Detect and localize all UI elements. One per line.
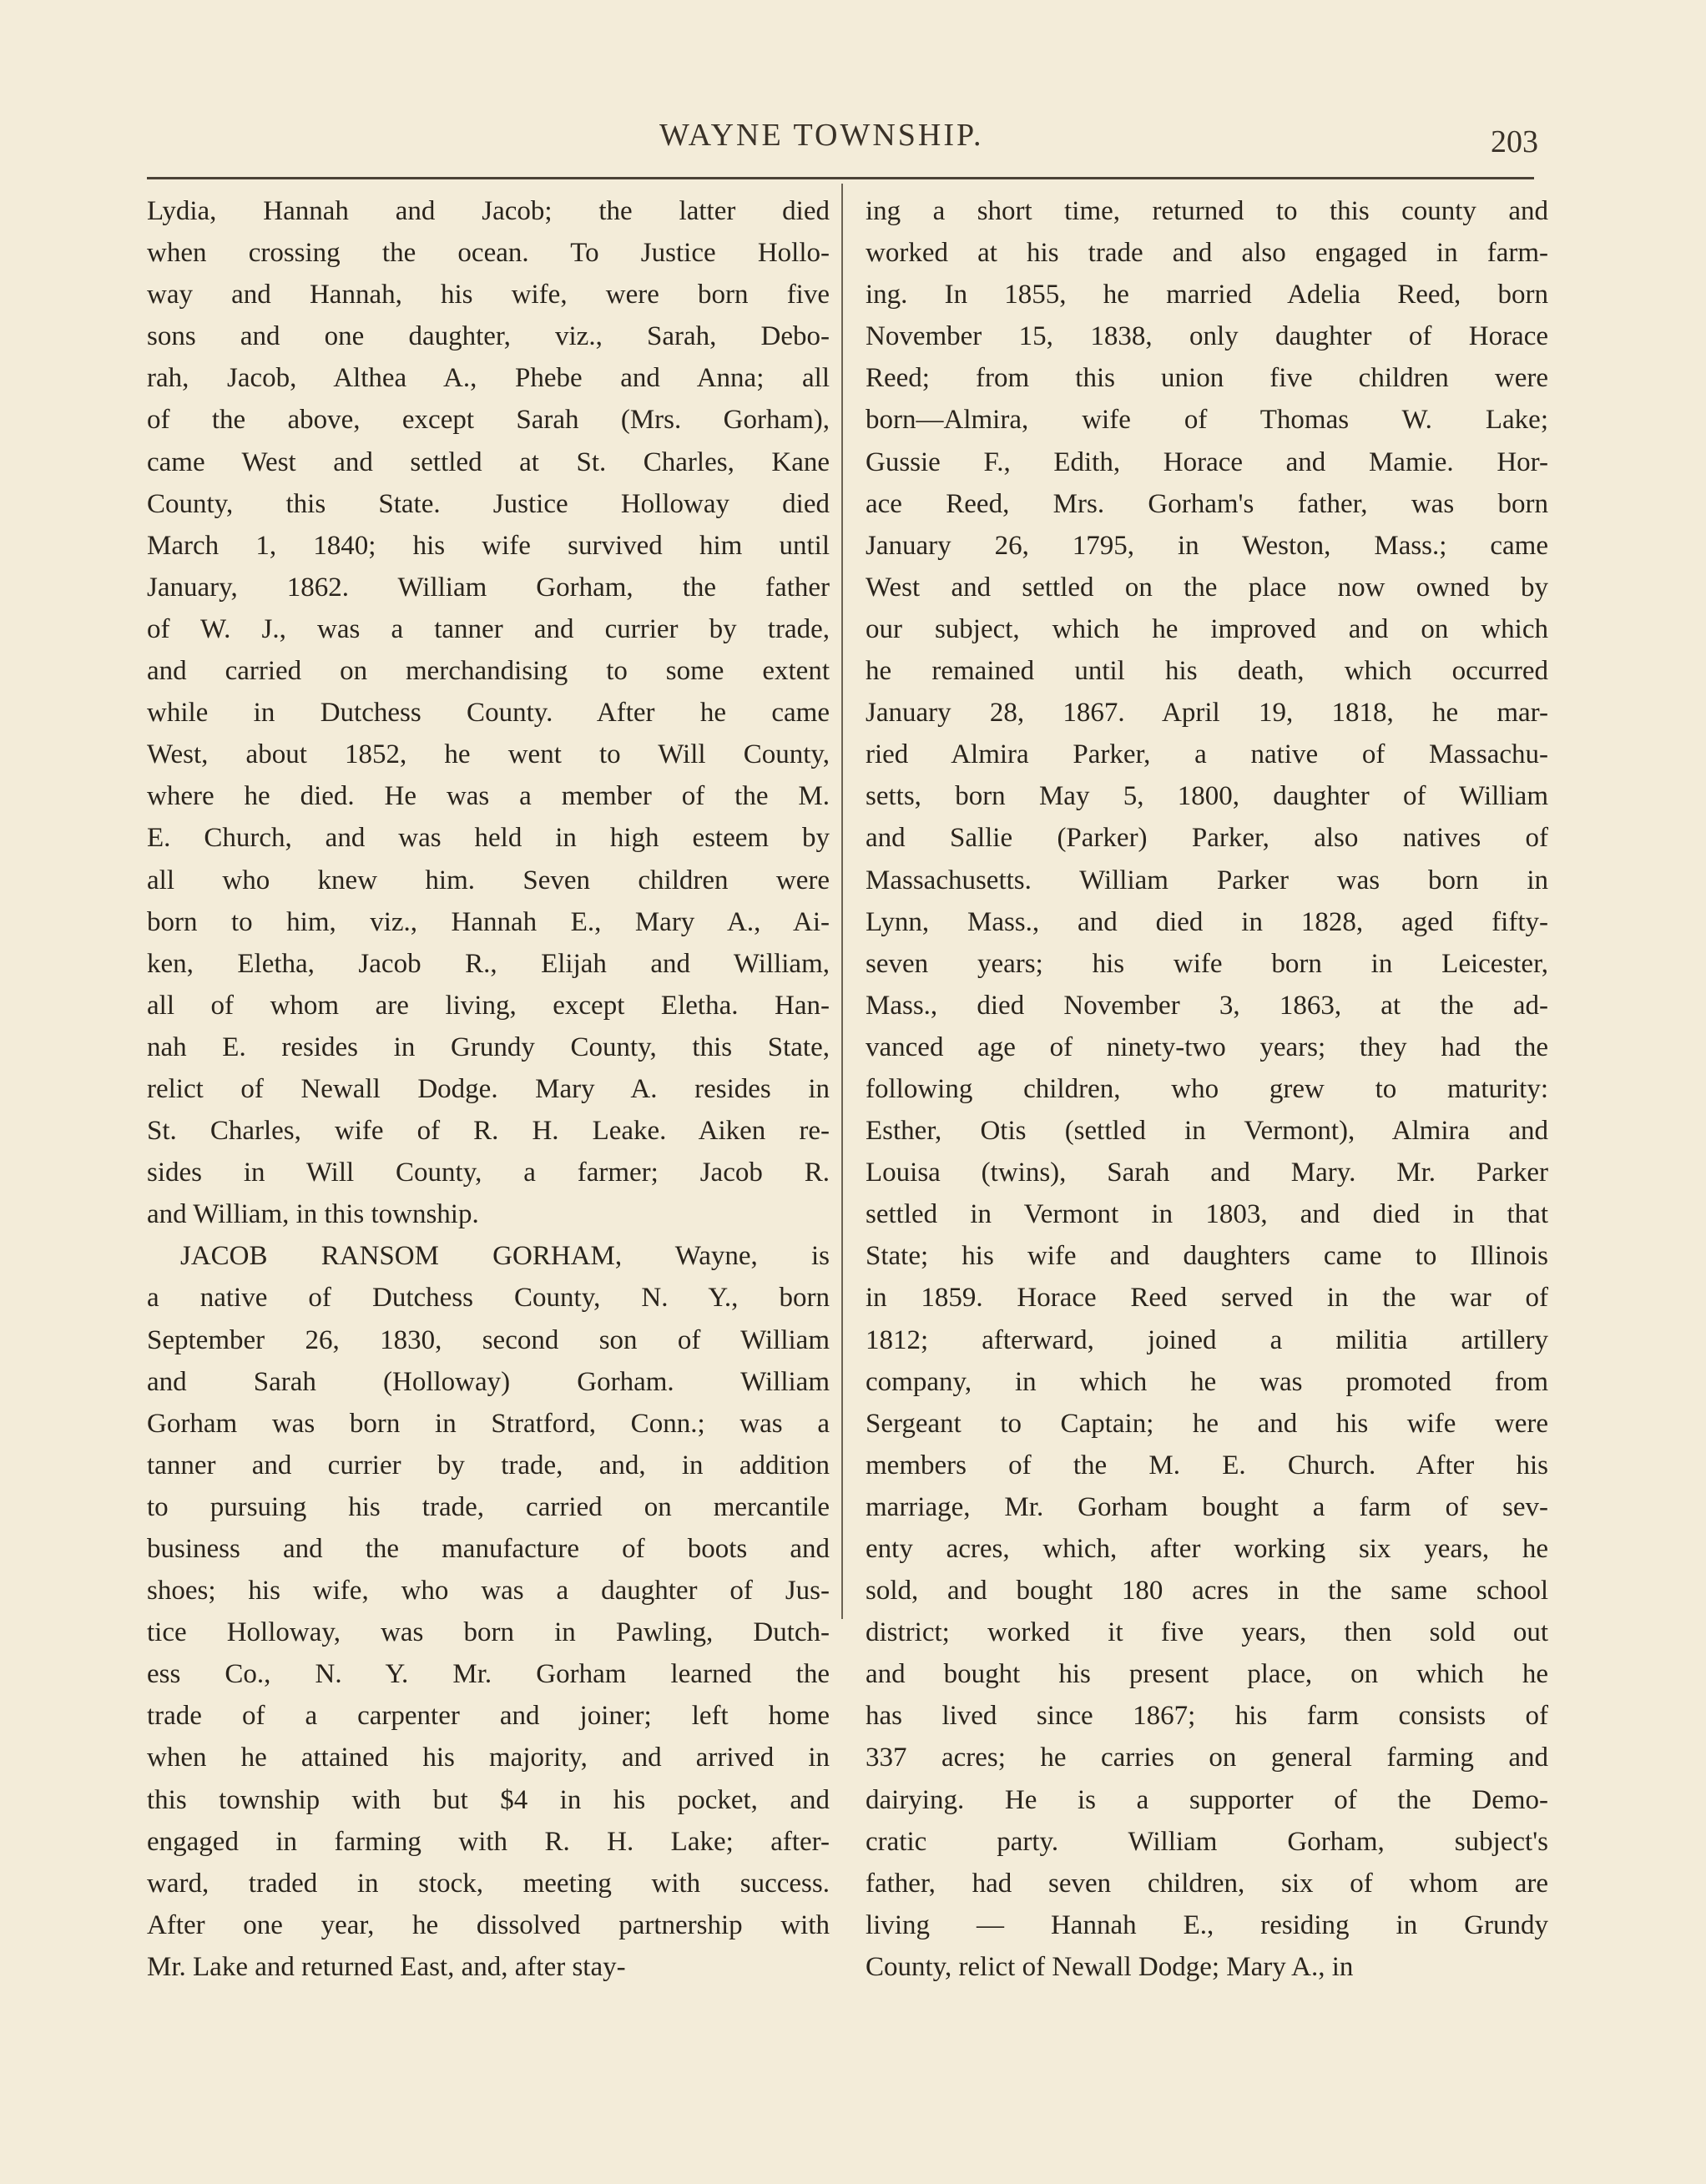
text-line: tanner and currier by trade, and, in addition xyxy=(147,1450,830,1480)
text-line: vanced age of ninety-two years; they had the xyxy=(866,1031,1548,1062)
text-line: January 28, 1867. April 19, 1818, he mar- xyxy=(866,698,1548,729)
text-line: in 1859. Horace Reed served in the war of xyxy=(866,1283,1548,1314)
text-line: living — Hannah E., residing in Grundy xyxy=(866,1909,1548,1940)
text-line: ess Co., N. Y. Mr. Gorham learned the xyxy=(147,1659,830,1690)
text-line: to pursuing his trade, carried on mercantile xyxy=(147,1491,830,1522)
text-line: marriage, Mr. Gorham bought a farm of sev- xyxy=(866,1491,1548,1522)
text-line: 1812; afterward, joined a militia artillery xyxy=(866,1324,1548,1355)
text-line: Louisa (twins), Sarah and Mary. Mr. Parker xyxy=(866,1158,1548,1188)
text-line: County, this State. Justice Holloway died xyxy=(147,488,830,519)
text-line: all of whom are living, except Eletha. Han- xyxy=(147,990,830,1021)
text-line: when crossing the ocean. To Justice Hollo- xyxy=(147,238,830,269)
text-line: West and settled on the place now owned by xyxy=(866,572,1548,603)
header-rule xyxy=(147,177,1534,179)
right-column xyxy=(866,190,1548,1988)
text-line: January, 1862. William Gorham, the father xyxy=(147,572,830,603)
text-line: March 1, 1840; his wife survived him until xyxy=(147,530,830,561)
text-line: sides in Will County, a farmer; Jacob R. xyxy=(147,1158,830,1188)
text-line: E. Church, and was held in high esteem by xyxy=(147,823,830,854)
text-line: cratic party. William Gorham, subject's xyxy=(866,1826,1548,1857)
text-line: Gorham was born in Stratford, Conn.; was a xyxy=(147,1408,830,1439)
text-line: After one year, he dissolved partnership with xyxy=(147,1909,830,1940)
text-line: and Sarah (Holloway) Gorham. William xyxy=(147,1366,830,1397)
text-line: Lynn, Mass., and died in 1828, aged fifty- xyxy=(866,906,1548,937)
text-line: when he attained his majority, and arrived in xyxy=(147,1743,830,1773)
text-line: business and the manufacture of boots and xyxy=(147,1534,830,1564)
text-line: born—Almira, wife of Thomas W. Lake; xyxy=(866,405,1548,436)
text-line: our subject, which he improved and on which xyxy=(866,613,1548,644)
text-line: has lived since 1867; his farm consists of xyxy=(866,1701,1548,1732)
text-line: dairying. He is a supporter of the Demo- xyxy=(866,1784,1548,1815)
text-line: Sergeant to Captain; he and his wife were xyxy=(866,1408,1548,1439)
text-line: came West and settled at St. Charles, Kane xyxy=(147,446,830,477)
text-line: and bought his present place, on which he xyxy=(866,1659,1548,1690)
text-line: this township with but $4 in his pocket, and xyxy=(147,1784,830,1815)
text-line: father, had seven children, six of whom are xyxy=(866,1868,1548,1899)
text-line: Gussie F., Edith, Horace and Mamie. Hor- xyxy=(866,446,1548,477)
text-line: of W. J., was a tanner and currier by trade, xyxy=(147,613,830,644)
text-line: ace Reed, Mrs. Gorham's father, was born xyxy=(866,488,1548,519)
text-line: enty acres, which, after working six years, he xyxy=(866,1534,1548,1564)
text-line: a native of Dutchess County, N. Y., born xyxy=(147,1283,830,1314)
text-line: rah, Jacob, Althea A., Phebe and Anna; all xyxy=(147,363,830,394)
text-line: setts, born May 5, 1800, daughter of William xyxy=(866,781,1548,812)
running-head: WAYNE TOWNSHIP. xyxy=(659,118,984,153)
text-line: where he died. He was a member of the M. xyxy=(147,781,830,812)
text-line: all who knew him. Seven children were xyxy=(147,865,830,895)
page-number: 203 xyxy=(1491,124,1538,159)
text-line: Esther, Otis (settled in Vermont), Almira and xyxy=(866,1116,1548,1147)
text-line: 337 acres; he carries on general farming and xyxy=(866,1743,1548,1773)
text-line: district; worked it five years, then sold out xyxy=(866,1617,1548,1648)
text-line: trade of a carpenter and joiner; left home xyxy=(147,1701,830,1732)
text-line: he remained until his death, which occurred xyxy=(866,656,1548,687)
text-line: shoes; his wife, who was a daughter of Jus- xyxy=(147,1576,830,1606)
left-column xyxy=(147,190,830,1988)
text-line: members of the M. E. Church. After his xyxy=(866,1450,1548,1480)
text-line: Reed; from this union five children were xyxy=(866,363,1548,394)
text-line: County, relict of Newall Dodge; Mary A., in xyxy=(866,1951,1354,1982)
text-line: St. Charles, wife of R. H. Leake. Aiken re- xyxy=(147,1116,830,1147)
text-line: West, about 1852, he went to Will County, xyxy=(147,739,830,770)
page-header xyxy=(0,117,1706,167)
text-line: ried Almira Parker, a native of Massachu- xyxy=(866,739,1548,770)
text-line: following children, who grew to maturity: xyxy=(866,1073,1548,1104)
text-line: and William, in this township. xyxy=(147,1199,479,1230)
text-line: and carried on merchandising to some extent xyxy=(147,656,830,687)
text-line: company, in which he was promoted from xyxy=(866,1366,1548,1397)
text-line: September 26, 1830, second son of William xyxy=(147,1324,830,1355)
text-line: ward, traded in stock, meeting with success. xyxy=(147,1868,830,1899)
text-line: tice Holloway, was born in Pawling, Dutch- xyxy=(147,1617,830,1648)
text-line: engaged in farming with R. H. Lake; after- xyxy=(147,1826,830,1857)
text-line: ing a short time, returned to this county and xyxy=(866,196,1548,226)
text-line: sold, and bought 180 acres in the same school xyxy=(866,1576,1548,1606)
text-line: settled in Vermont in 1803, and died in that xyxy=(866,1199,1548,1230)
text-line: and Sallie (Parker) Parker, also natives of xyxy=(866,823,1548,854)
text-line: ing. In 1855, he married Adelia Reed, born xyxy=(866,280,1548,310)
text-line: Lydia, Hannah and Jacob; the latter died xyxy=(147,196,830,226)
text-line: of the above, except Sarah (Mrs. Gorham), xyxy=(147,405,830,436)
column-divider xyxy=(841,184,843,1619)
text-line: ken, Eletha, Jacob R., Elijah and William, xyxy=(147,948,830,979)
text-line: Massachusetts. William Parker was born in xyxy=(866,865,1548,895)
text-line: State; his wife and daughters came to Illinois xyxy=(866,1241,1548,1272)
text-line: Mr. Lake and returned East, and, after stay- xyxy=(147,1951,626,1982)
text-line: sons and one daughter, viz., Sarah, Debo- xyxy=(147,321,830,352)
text-line: way and Hannah, his wife, were born five xyxy=(147,280,830,310)
text-line: while in Dutchess County. After he came xyxy=(147,698,830,729)
text-line: JACOB RANSOM GORHAM, Wayne, is xyxy=(180,1241,830,1272)
text-line: nah E. resides in Grundy County, this State, xyxy=(147,1031,830,1062)
text-line: Mass., died November 3, 1863, at the ad- xyxy=(866,990,1548,1021)
text-line: relict of Newall Dodge. Mary A. resides in xyxy=(147,1073,830,1104)
text-line: November 15, 1838, only daughter of Horace xyxy=(866,321,1548,352)
text-line: January 26, 1795, in Weston, Mass.; came xyxy=(866,530,1548,561)
text-line: seven years; his wife born in Leicester, xyxy=(866,948,1548,979)
text-line: born to him, viz., Hannah E., Mary A., Ai- xyxy=(147,906,830,937)
text-line: worked at his trade and also engaged in farm- xyxy=(866,238,1548,269)
